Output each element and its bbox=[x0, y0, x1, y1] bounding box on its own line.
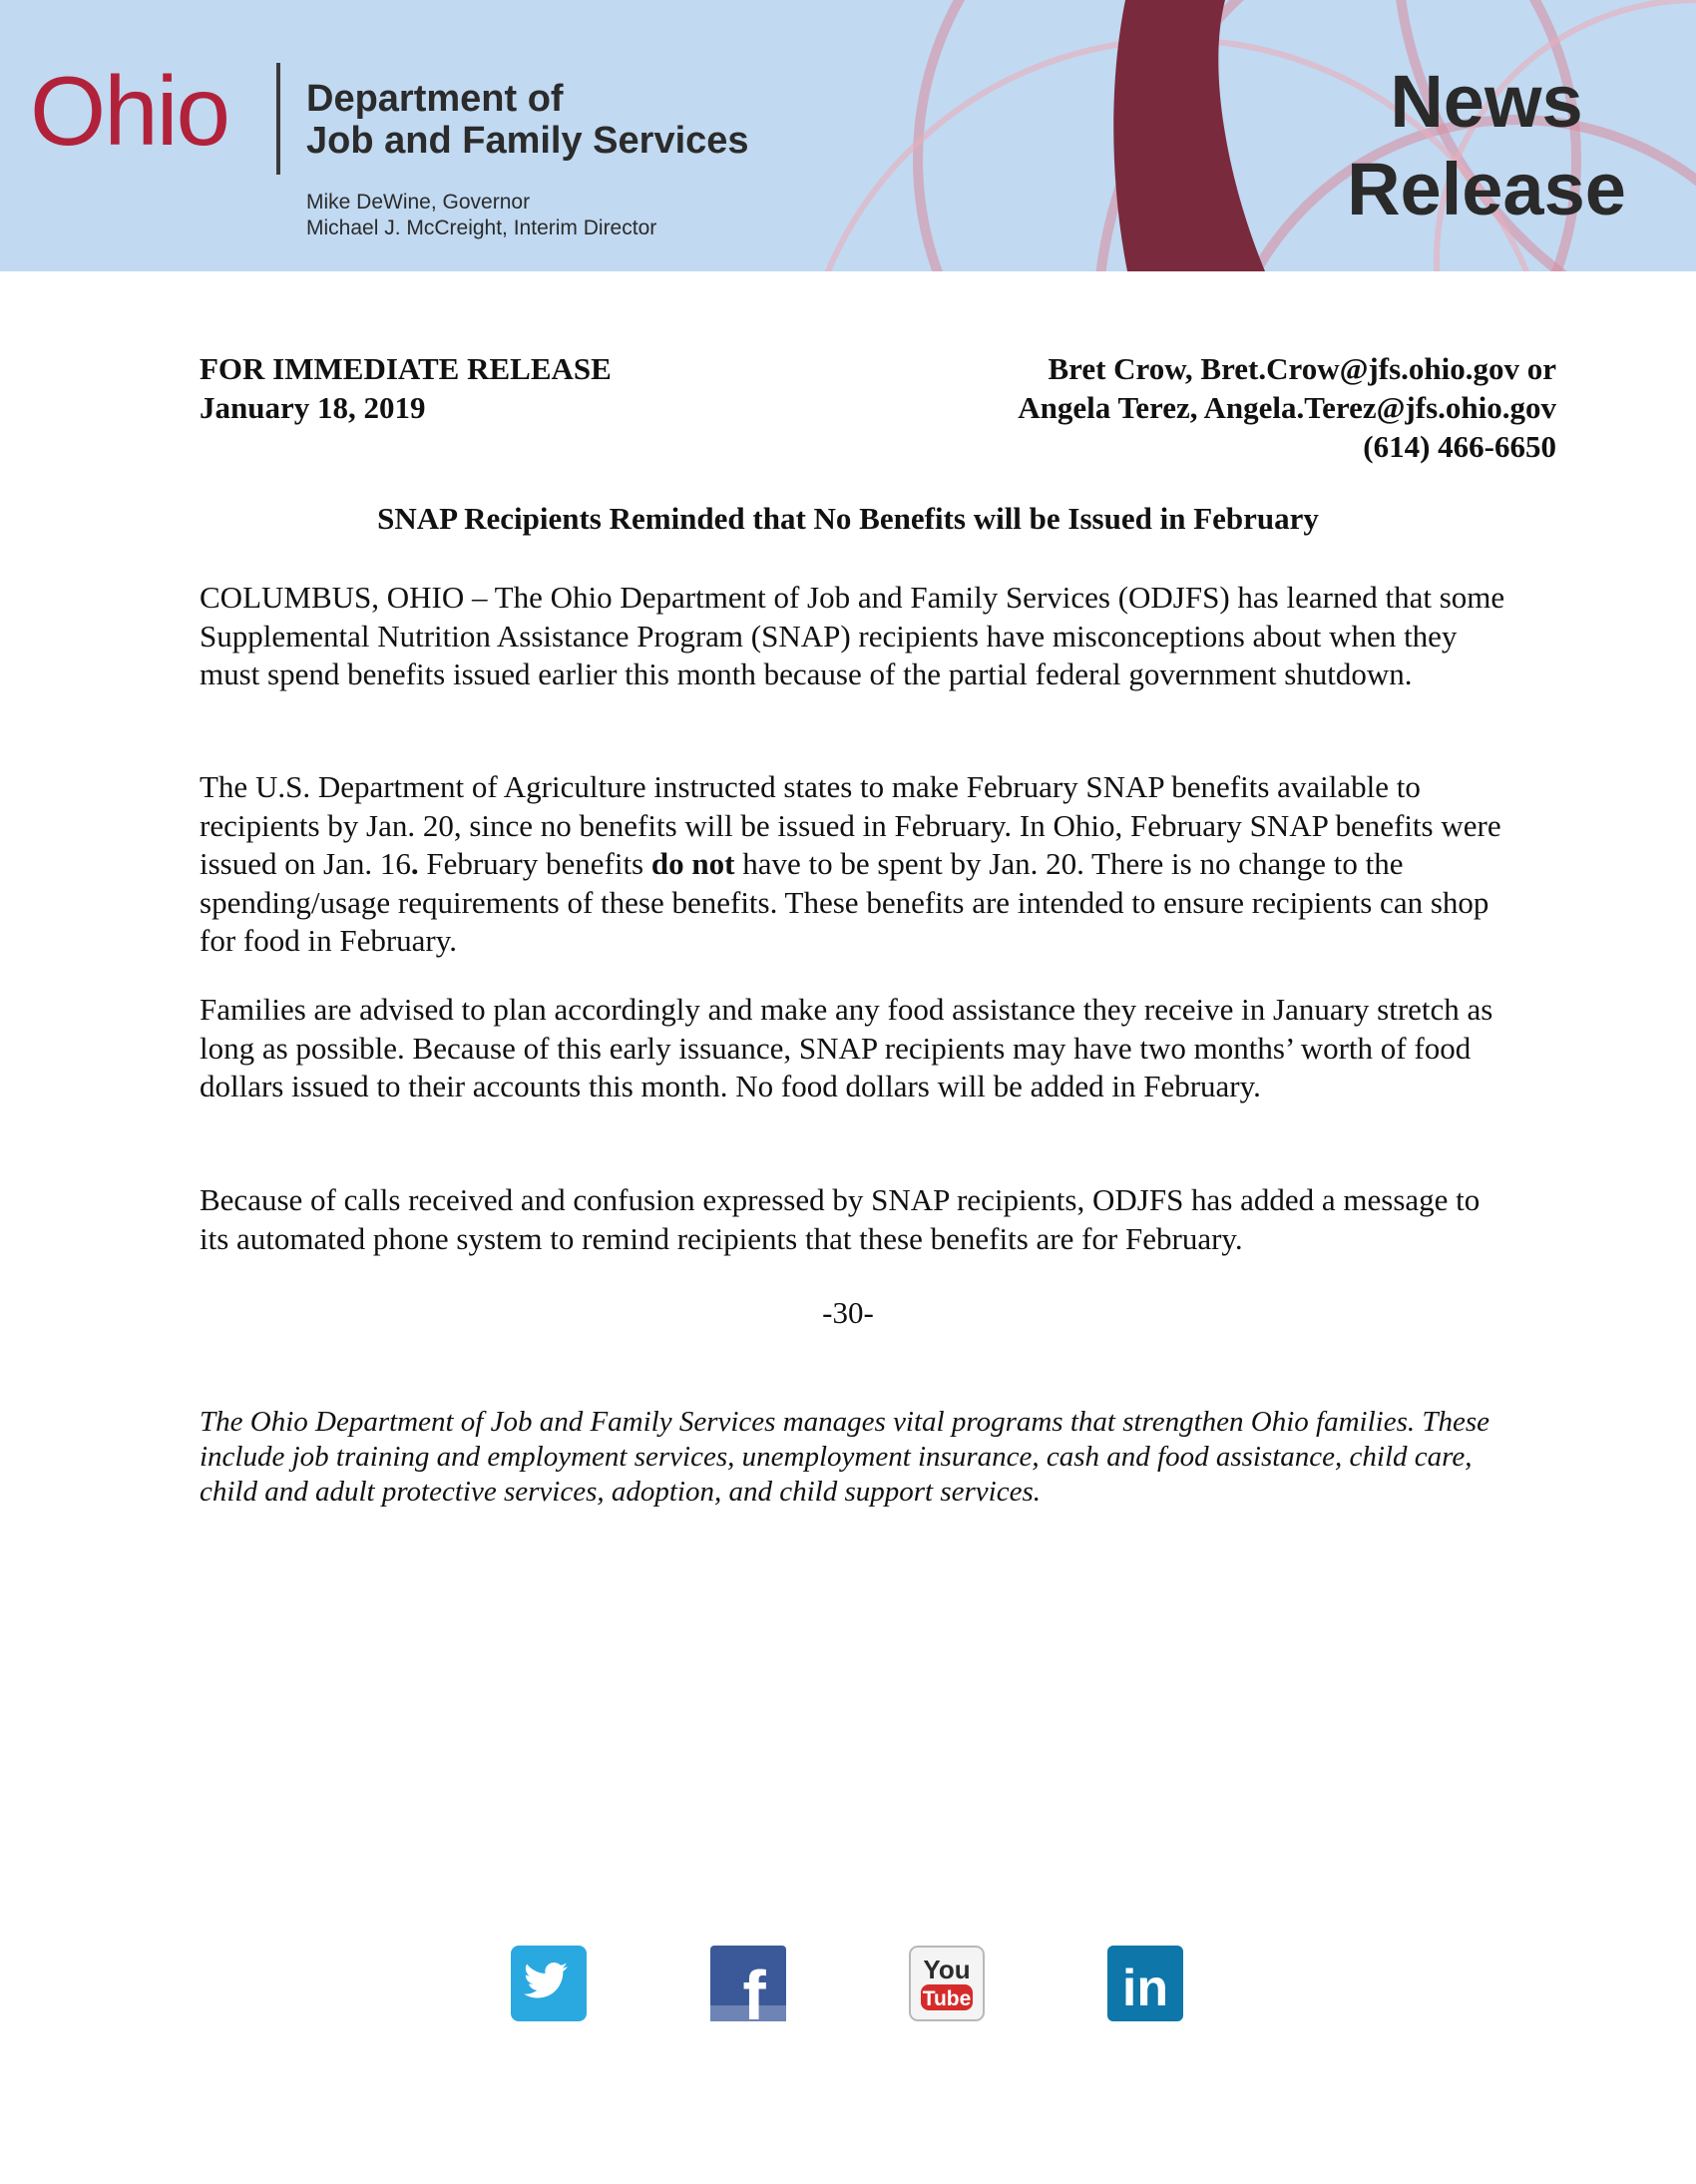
contact-line1: Bret Crow, Bret.Crow@jfs.ohio.gov or bbox=[1048, 351, 1556, 386]
contact-line2: Angela Terez, Angela.Terez@jfs.ohio.gov bbox=[1018, 390, 1556, 425]
youtube-icon-graphic bbox=[909, 1946, 985, 2021]
ohio-logo: Ohio bbox=[30, 56, 229, 166]
paragraph-2-emphasis: do not bbox=[650, 846, 735, 881]
release-date: January 18, 2019 bbox=[200, 390, 426, 425]
director-name: Michael J. McCreight, Interim Director bbox=[306, 217, 657, 239]
officials bbox=[306, 190, 656, 241]
header-banner bbox=[0, 0, 1696, 271]
department-line2: Job and Family Services bbox=[306, 120, 749, 162]
paragraph-3: Families are advised to plan accordingly and make any food assistance they receive in January stretch as long as possible. Because of this early issuance, SNAP recipients may have two months’ worth of food dollars issued to their accounts this month. No food dollars will be added in February. bbox=[200, 992, 1493, 1103]
facebook-icon[interactable] bbox=[710, 1946, 786, 2021]
release-label: FOR IMMEDIATE RELEASE bbox=[200, 351, 612, 386]
paragraph-4: Because of calls received and confusion expressed by SNAP recipients, ODJFS has added a message to its automated phone system to remind recipients that these benefits are for February. bbox=[200, 1182, 1481, 1256]
linkedin-icon-graphic bbox=[1107, 1946, 1183, 2021]
end-mark: -30- bbox=[822, 1295, 874, 1330]
twitter-icon-graphic bbox=[511, 1946, 587, 2021]
boilerplate: The Ohio Department of Job and Family Services manages vital programs that strengthen Ohio families. These include job training and employment services, unemployment insurance, cash and food assistance, child care, child and adult protective services, adoption, and child support services. bbox=[200, 1406, 1490, 1508]
governor-name: Mike DeWine, Governor bbox=[306, 191, 531, 214]
facebook-glyph: f bbox=[742, 1957, 766, 2021]
paragraph-2-bold-period: . bbox=[410, 846, 419, 881]
media-contacts bbox=[1018, 349, 1556, 466]
facebook-icon-graphic bbox=[710, 1946, 786, 2021]
linkedin-glyph: in bbox=[1121, 1960, 1169, 2017]
paragraph-2-start: The U.S. Department of Agriculture instructed states to make February SNAP benefits available to recipients by Jan. 20, since no benefits will be issued in February. In Ohio, February SNAP benefits were issued on Jan. 16 bbox=[200, 769, 1501, 881]
department-name bbox=[306, 78, 749, 162]
paragraph-2 bbox=[200, 768, 1516, 961]
youtube-you: You bbox=[923, 1955, 971, 1984]
paragraph-1: COLUMBUS, OHIO – The Ohio Department of Job and Family Services (ODJFS) has learned that some Supplemental Nutrition Assistance Program (SNAP) recipients have misconceptions about when they must spend benefits issued earlier this month because of the partial federal government shutdown. bbox=[200, 580, 1505, 691]
logo-divider bbox=[276, 63, 280, 175]
badge-line1: News bbox=[1390, 60, 1583, 143]
headline: SNAP Recipients Reminded that No Benefits will be Issued in February bbox=[377, 501, 1319, 536]
youtube-icon[interactable] bbox=[909, 1946, 985, 2021]
contact-phone: (614) 466-6650 bbox=[1363, 429, 1556, 464]
youtube-tube: Tube bbox=[922, 1987, 972, 2010]
news-release-badge bbox=[1317, 58, 1656, 233]
badge-line2: Release bbox=[1347, 148, 1626, 230]
paragraph-2-middle: February benefits bbox=[418, 846, 651, 881]
linkedin-icon[interactable] bbox=[1107, 1946, 1183, 2021]
department-line1: Department of bbox=[306, 78, 564, 120]
release-info bbox=[200, 349, 612, 427]
paragraph-2-end: have to be spent by Jan. 20. There is no change to the spending/usage requirements of these benefits. These benefits are intended to ensure recipients can shop for food in February. bbox=[200, 846, 1489, 958]
twitter-icon[interactable] bbox=[511, 1946, 587, 2021]
